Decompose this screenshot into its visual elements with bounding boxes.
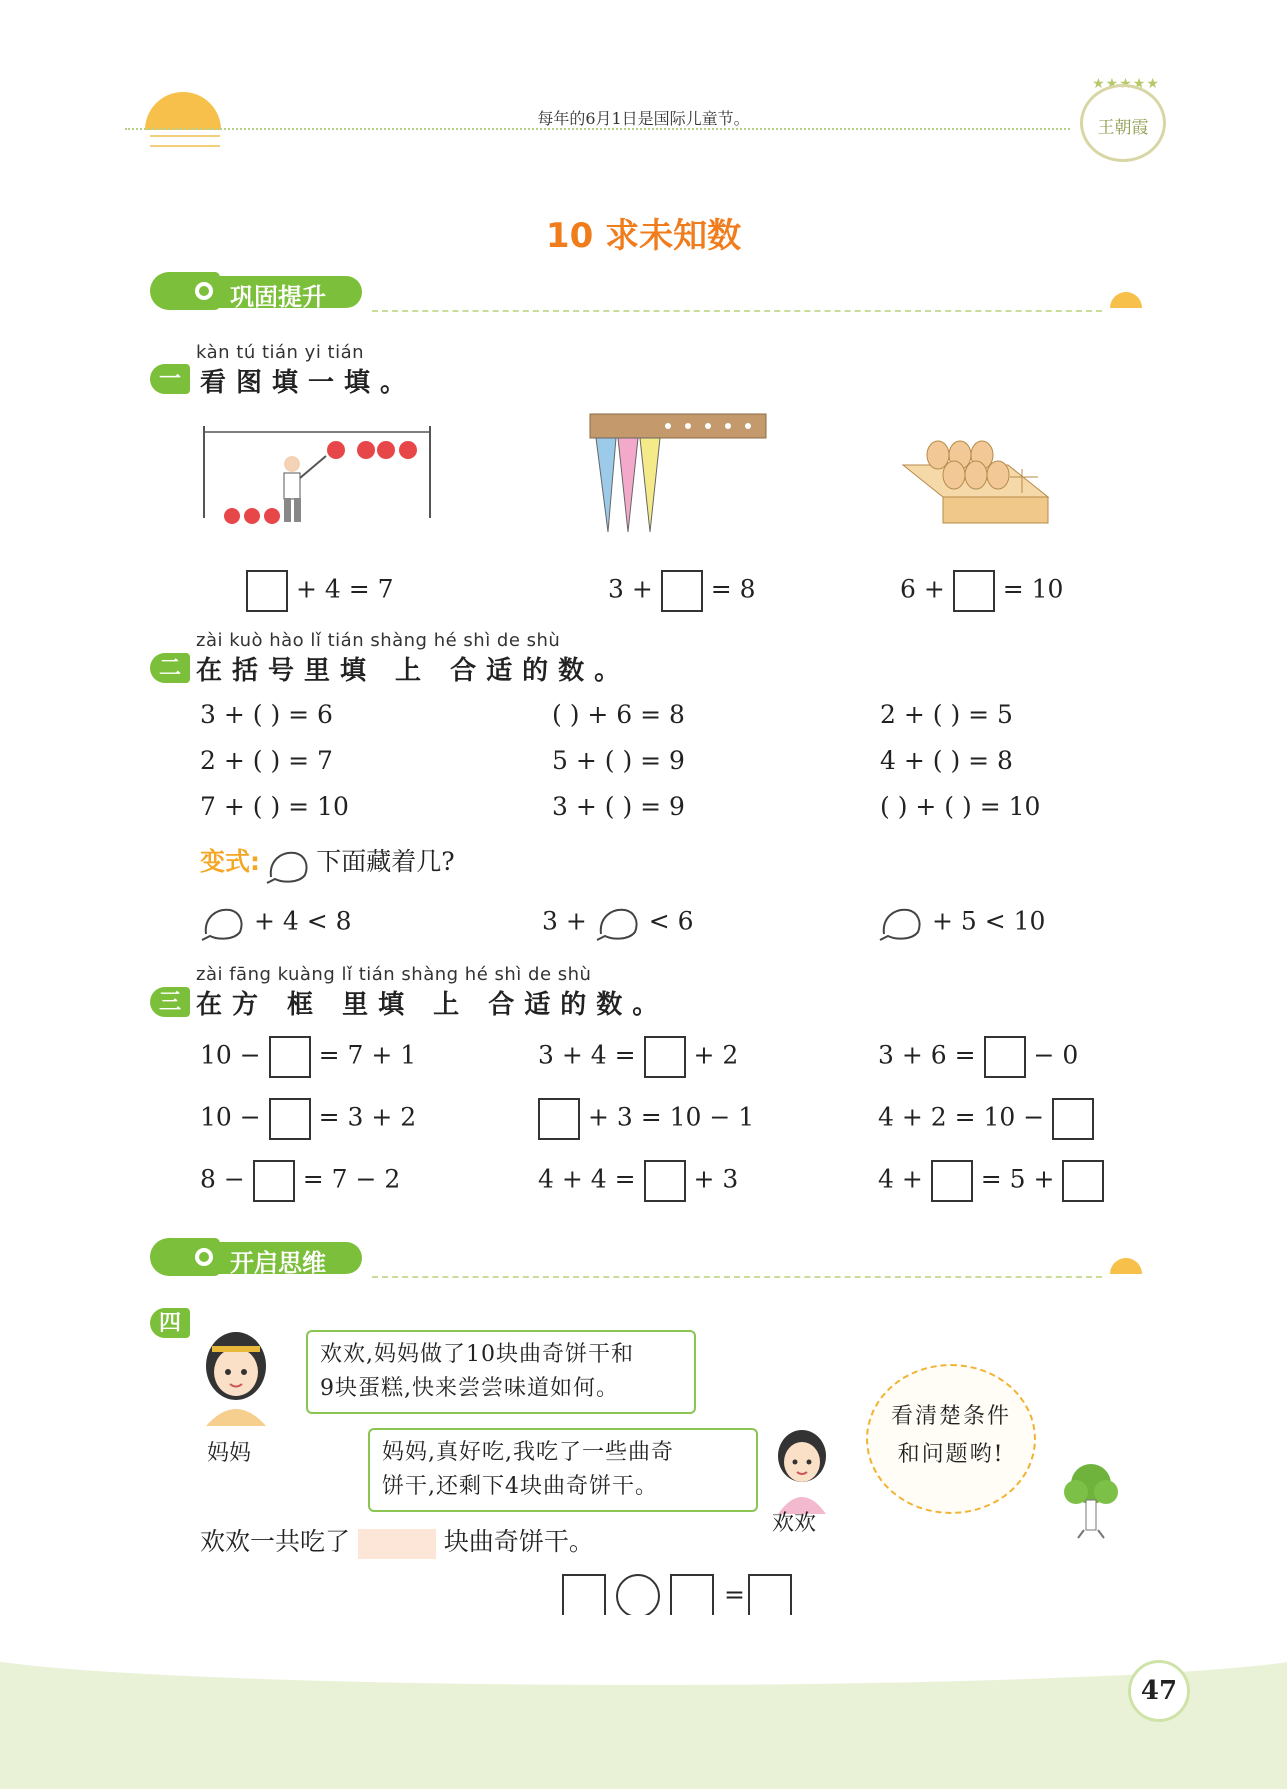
- q3-number: 三: [150, 987, 190, 1017]
- q2-pinyin: zài kuò hào lǐ tián shàng hé shì de shù: [196, 630, 561, 651]
- answer-box[interactable]: [269, 1098, 311, 1140]
- q3-equation: [538, 1036, 738, 1078]
- eq-part: + 3: [693, 1164, 739, 1194]
- leaf-icon[interactable]: [200, 904, 246, 942]
- mom-illustration: [196, 1326, 276, 1426]
- eq-part: 3 + 6 =: [878, 1040, 976, 1070]
- mom-label: 妈妈: [207, 1441, 252, 1466]
- q2-equation[interactable]: 3 + ( ) = 9: [552, 792, 685, 821]
- variant-inequality-1: [200, 904, 352, 942]
- q3-equation: [878, 1098, 1094, 1140]
- q4-question-after: 块曲奇饼干。: [443, 1527, 594, 1556]
- kid-speech-line: 妈妈,真好吃,我吃了一些曲奇: [382, 1440, 674, 1465]
- q2-equation[interactable]: 4 + ( ) = 8: [880, 746, 1013, 775]
- eq-part: = 5 +: [980, 1164, 1055, 1194]
- q2-equation[interactable]: 2 + ( ) = 7: [200, 746, 333, 775]
- leaf-icon[interactable]: [595, 904, 641, 942]
- answer-blank[interactable]: [358, 1529, 436, 1559]
- q1-eq1-right: + 4 = 7: [295, 574, 394, 604]
- q2-equation[interactable]: 5 + ( ) = 9: [552, 746, 685, 775]
- q2-equation[interactable]: 7 + ( ) = 10: [200, 792, 349, 821]
- umbrellas-illustration: [588, 412, 768, 542]
- eq-part: = 7 − 2: [302, 1164, 401, 1194]
- mini-sun-icon: [1110, 1258, 1142, 1274]
- variant-1-after: + 4 < 8: [253, 906, 352, 936]
- q3-equation: [878, 1036, 1078, 1078]
- tip-line: 和问题哟!: [897, 1442, 1005, 1467]
- q1-number: 一: [150, 364, 190, 394]
- kid-speech-line: 饼干,还剩下4块曲奇饼干。: [382, 1474, 658, 1499]
- q3-equation: [200, 1098, 416, 1140]
- leaf-icon[interactable]: [878, 904, 924, 942]
- q1-pinyin: kàn tú tián yi tián: [196, 342, 365, 363]
- q3-equation: [200, 1160, 400, 1202]
- eq-part: 4 + 4 =: [538, 1164, 636, 1194]
- answer-box[interactable]: [562, 1574, 606, 1618]
- kid-speech-bubble: [368, 1428, 758, 1512]
- variant-label: 变式:: [200, 847, 260, 876]
- q2-number: 二: [150, 653, 190, 683]
- tip-line: 看清楚条件: [890, 1404, 1011, 1429]
- q4-number: 四: [150, 1308, 190, 1338]
- q1-eq3-left: 6 +: [900, 574, 945, 604]
- variant-text: 下面藏着几?: [316, 847, 455, 876]
- section-banner-consolidate: [150, 272, 370, 310]
- answer-box[interactable]: [931, 1160, 973, 1202]
- tree-character-icon: [1056, 1460, 1126, 1540]
- kid-label: 欢欢: [772, 1511, 817, 1536]
- q1-equation-3: [900, 570, 1063, 612]
- eq-part: 4 + 2 = 10 −: [878, 1102, 1045, 1132]
- q1-eq2-right: = 8: [710, 574, 756, 604]
- lanterns-illustration: [196, 418, 436, 538]
- variant-2-after: < 6: [648, 906, 694, 936]
- variant-2-before: 3 +: [542, 906, 587, 936]
- section-divider: [372, 1276, 1102, 1278]
- q2-title: 在括号里填 上 合适的数。: [196, 656, 631, 686]
- q1-equation-1: [246, 570, 394, 612]
- mom-speech-line: 欢欢,妈妈做了10块曲奇饼干和: [320, 1342, 634, 1367]
- answer-box[interactable]: [246, 570, 288, 612]
- answer-box[interactable]: [269, 1036, 311, 1078]
- footer-wave: [0, 1615, 1287, 1685]
- kid-illustration: [762, 1424, 842, 1514]
- operator-circle[interactable]: [616, 1574, 660, 1618]
- mini-sun-icon: [1110, 292, 1142, 308]
- answer-box[interactable]: [661, 570, 703, 612]
- answer-box[interactable]: [538, 1098, 580, 1140]
- eq-part: + 3 = 10 − 1: [587, 1102, 755, 1132]
- eq-part: 10 −: [200, 1040, 261, 1070]
- answer-box[interactable]: [253, 1160, 295, 1202]
- section-divider: [372, 310, 1102, 312]
- answer-box[interactable]: [1062, 1160, 1104, 1202]
- q3-pinyin: zài fāng kuàng lǐ tián shàng hé shì de shù: [196, 964, 592, 985]
- answer-box[interactable]: [644, 1036, 686, 1078]
- q4-question: [200, 1522, 594, 1559]
- section-banner-thinking: [150, 1238, 370, 1276]
- q3-equation: [538, 1098, 754, 1140]
- answer-box[interactable]: [644, 1160, 686, 1202]
- mom-speech-bubble: [306, 1330, 696, 1414]
- q3-title: 在方 框 里填 上 合适的数。: [196, 990, 669, 1020]
- variant-inequality-3: [878, 904, 1045, 942]
- page-title: 10 求未知数: [545, 216, 742, 256]
- page-number: 47: [1128, 1660, 1190, 1722]
- answer-box[interactable]: [1052, 1098, 1094, 1140]
- tip-cloud: [866, 1364, 1036, 1514]
- eq-part: − 0: [1033, 1040, 1079, 1070]
- horizon-lines: [150, 135, 220, 147]
- header-tagline: 每年的6月1日是国际儿童节。: [537, 109, 750, 128]
- q1-eq2-left: 3 +: [608, 574, 653, 604]
- q2-equation[interactable]: 2 + ( ) = 5: [880, 700, 1013, 729]
- q1-title: 看图填一填。: [200, 368, 417, 398]
- eq-part: 10 −: [200, 1102, 261, 1132]
- section-title: 巩固提升: [230, 283, 326, 311]
- eq-part: = 7 + 1: [318, 1040, 417, 1070]
- eq-part: = 3 + 2: [318, 1102, 417, 1132]
- equals-sign: =: [724, 1580, 745, 1609]
- answer-box[interactable]: [984, 1036, 1026, 1078]
- q2-equation[interactable]: ( ) + 6 = 8: [552, 700, 685, 729]
- q4-question-before: 欢欢一共吃了: [200, 1527, 351, 1556]
- variant-prompt: [200, 842, 455, 885]
- eq-part: + 2: [693, 1040, 739, 1070]
- logo-stars: ★★★★★: [1092, 76, 1160, 92]
- variant-inequality-2: [542, 904, 694, 942]
- answer-box[interactable]: [670, 1574, 714, 1618]
- q3-equation: [200, 1036, 416, 1078]
- q3-equation: [538, 1160, 738, 1202]
- publisher-logo: 王朝霞: [1080, 84, 1166, 162]
- q2-equation[interactable]: ( ) + ( ) = 10: [880, 792, 1041, 821]
- fish-pupil-icon: [199, 286, 209, 296]
- q1-equation-2: [608, 570, 756, 612]
- eggs-illustration: [898, 425, 1053, 535]
- variant-3-after: + 5 < 10: [931, 906, 1046, 936]
- q3-equation: [878, 1160, 1104, 1202]
- answer-box[interactable]: [953, 570, 995, 612]
- q1-eq3-right: = 10: [1002, 574, 1064, 604]
- section-title: 开启思维: [230, 1249, 326, 1277]
- eq-part: 4 +: [878, 1164, 923, 1194]
- mom-speech-line: 9块蛋糕,快来尝尝味道如何。: [320, 1376, 619, 1401]
- eq-part: 3 + 4 =: [538, 1040, 636, 1070]
- q2-equation[interactable]: 3 + ( ) = 6: [200, 700, 333, 729]
- fish-pupil-icon: [199, 1252, 209, 1262]
- eq-part: 8 −: [200, 1164, 245, 1194]
- answer-box[interactable]: [748, 1574, 792, 1618]
- leaf-icon: [265, 847, 311, 885]
